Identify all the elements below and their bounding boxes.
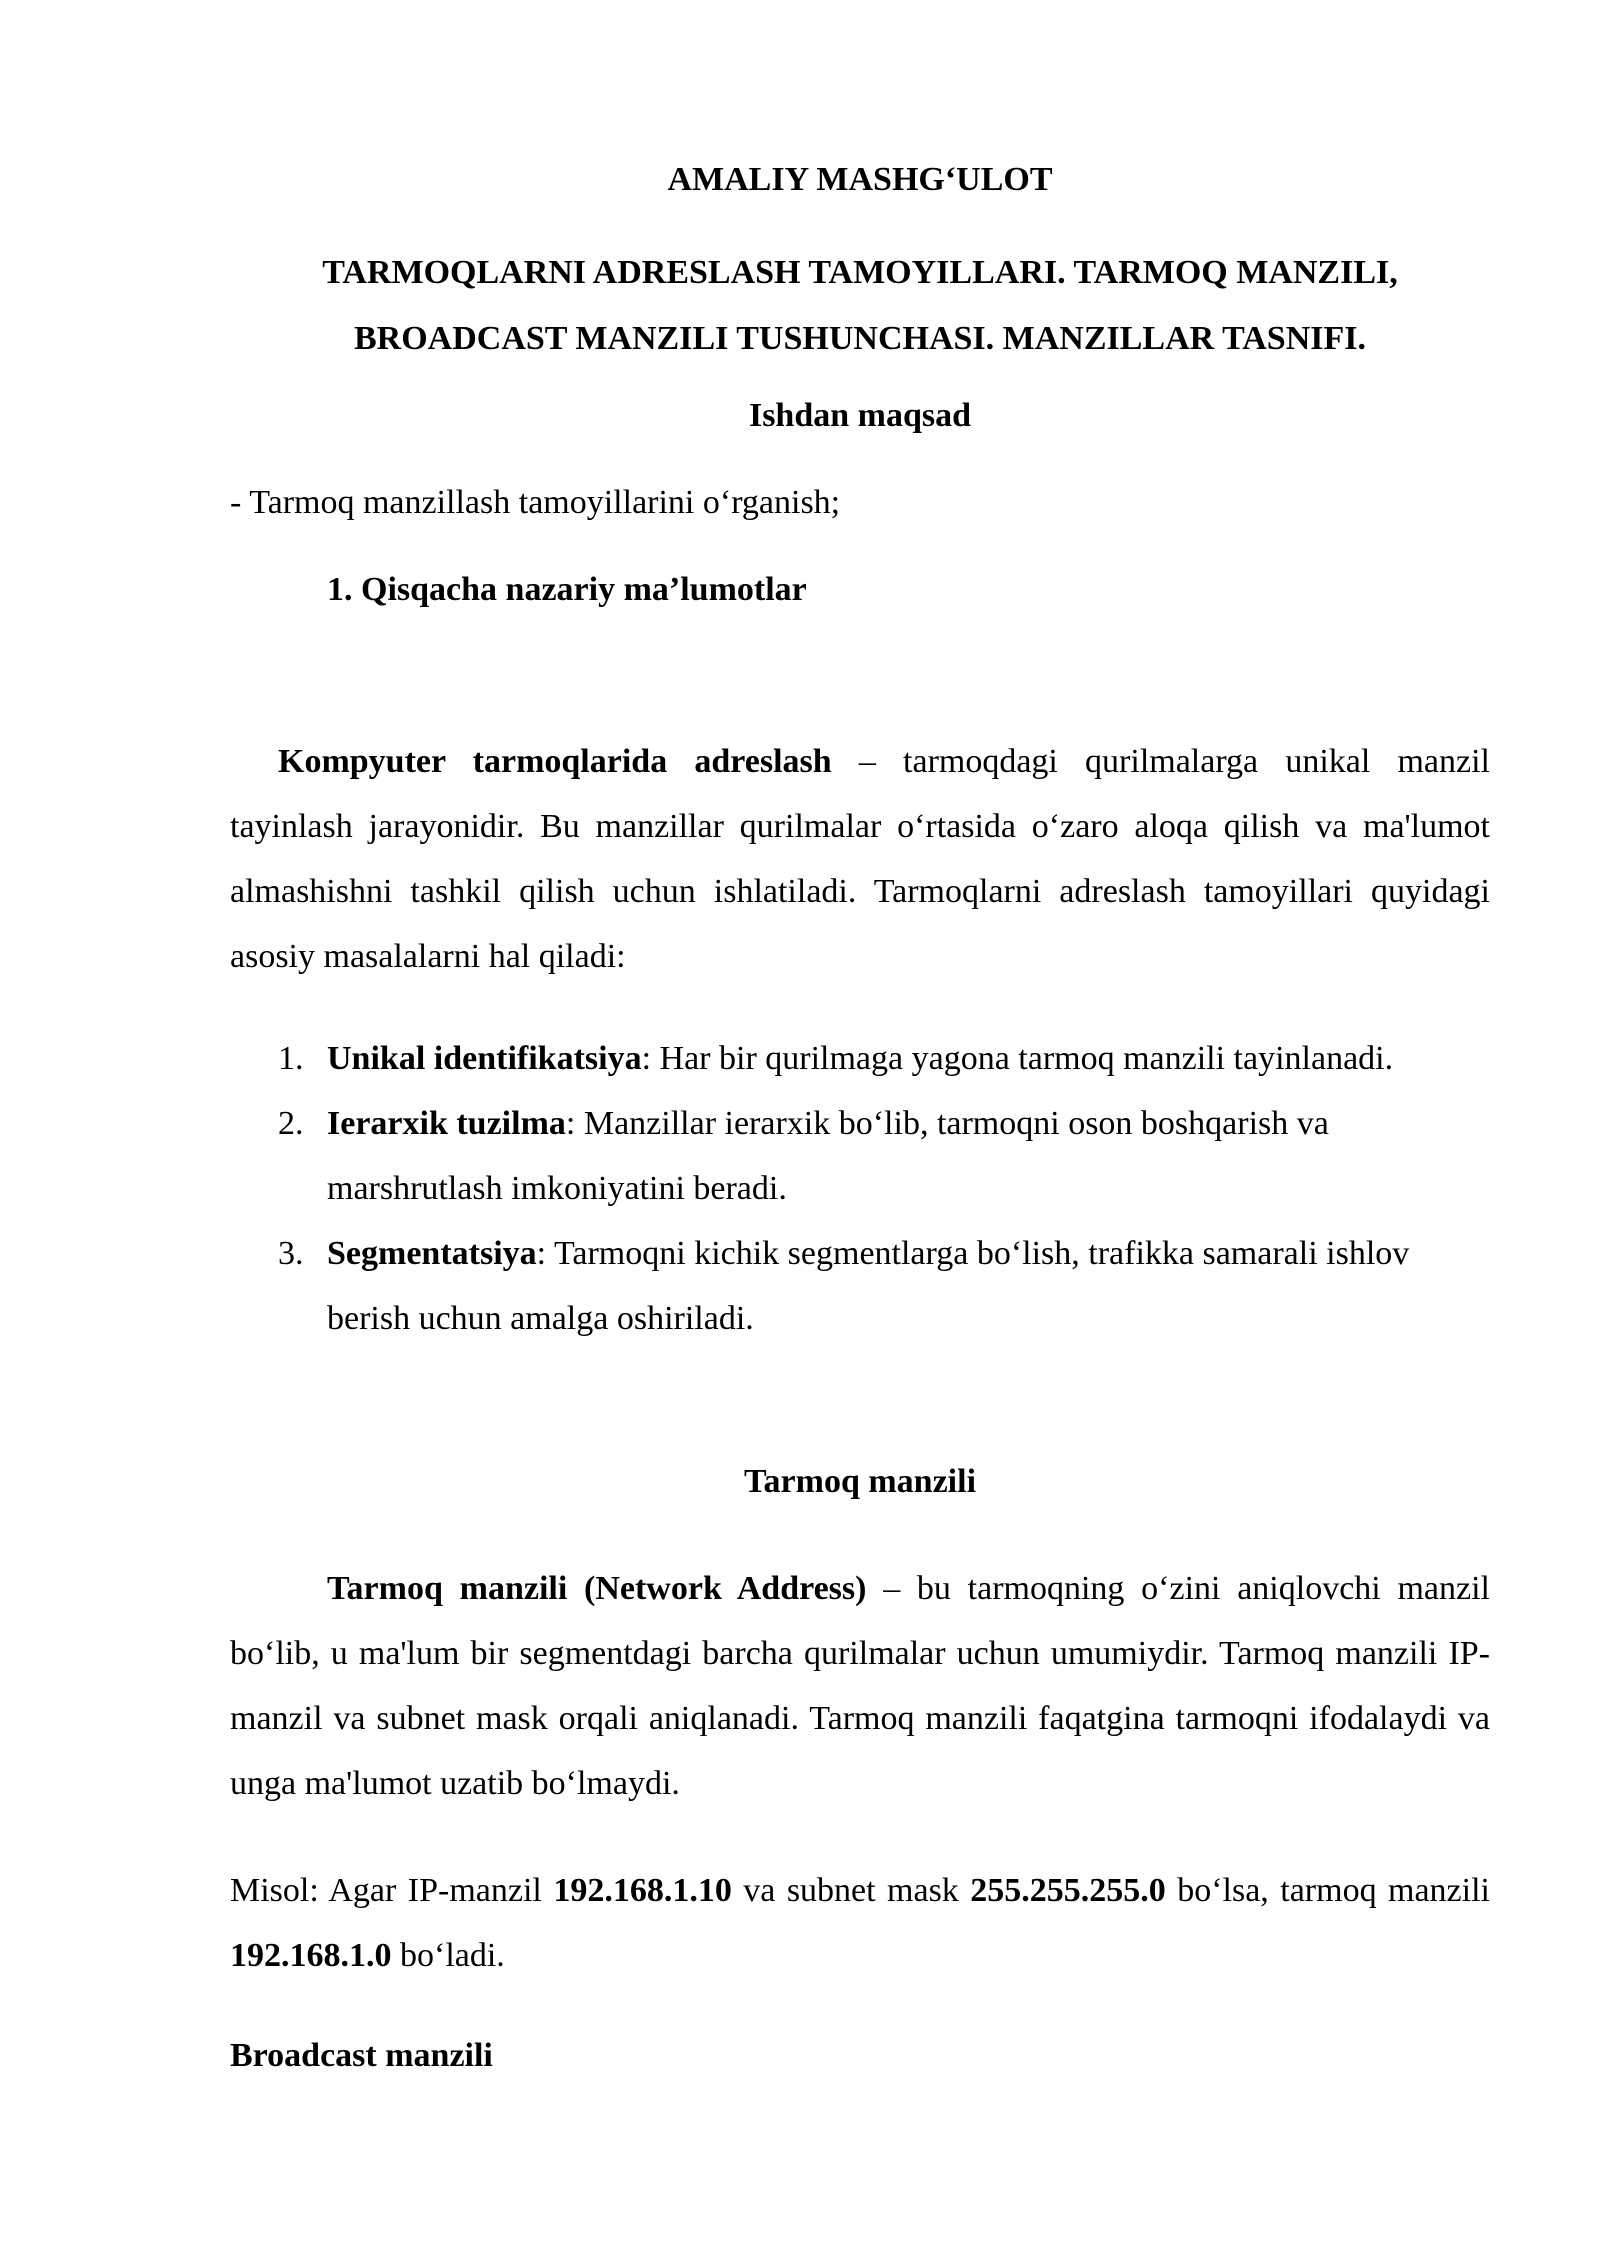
list-item xyxy=(230,1221,1417,1351)
example-mask: 255.255.255.0 xyxy=(970,1872,1166,1909)
goal-item: - Tarmoq manzillash tamoyillarini o‘rganish; xyxy=(230,484,841,521)
example-paragraph xyxy=(230,1858,1490,1988)
example-network: 192.168.1.0 xyxy=(230,1937,392,1974)
section-3-heading: Broadcast manzili xyxy=(230,2037,493,2074)
list-item-text: : Manzillar ierarxik bo‘lib, tarmoqni oson boshqarish va marshrutlash imkoniyatini beradi. xyxy=(327,1105,1329,1207)
section-1-heading: 1. Qisqacha nazariy ma’lumotlar xyxy=(327,571,807,608)
section-2-heading: Tarmoq manzili xyxy=(743,1463,977,1500)
list-item-term: Unikal identifikatsiya xyxy=(327,1040,642,1077)
document-title: AMALIY MASHG‘ULOT xyxy=(667,161,1053,198)
list-item xyxy=(230,1026,1417,1091)
intro-paragraph xyxy=(230,729,1490,989)
list-item-term: Segmentatsiya xyxy=(327,1235,537,1272)
network-address-text: – bu tarmoqning o‘zini aniqlovchi manzil bo‘lib, u ma'lum bir segmentdagi barcha qurilmalar uchun umumiydir. Tarmoq manzili IP-manzil va subnet mask orqali aniqlanadi. Tarmoq manzili faqatgina tarmoqni ifodalaydi va unga ma'lumot uzatib bo‘lmaydi. xyxy=(230,1570,1490,1802)
subtitle-line-2: BROADCAST MANZILI TUSHUNCHASI. MANZILLAR TASNIFI. xyxy=(353,320,1366,357)
principles-list xyxy=(230,1026,1490,1351)
list-item-number: 3. xyxy=(278,1235,304,1272)
list-item xyxy=(230,1091,1417,1221)
intro-term: Kompyuter tarmoqlarida adreslash xyxy=(278,743,832,780)
intro-text: – tarmoqdagi qurilmalarga unikal manzil tayinlash jarayonidir. Bu manzillar qurilmalar o‘rtasida o‘zaro aloqa qilish va ma'lumot almashishni tashkil qilish uchun ishlatiladi. Tarmoqlarni adreslash tamoyillari quyidagi asosiy masalalarni hal qiladi: xyxy=(230,743,1490,975)
subtitle-line-1: TARMOQLARNI ADRESLASH TAMOYILLARI. TARMOQ MANZILI, xyxy=(322,254,1398,291)
example-ip: 192.168.1.10 xyxy=(553,1872,732,1909)
network-address-paragraph xyxy=(230,1556,1490,1816)
example-mid2: bo‘lsa, tarmoq manzili xyxy=(1165,1872,1490,1909)
list-item-text: : Tarmoqni kichik segmentlarga bo‘lish, trafikka samarali ishlov berish uchun amalga oshiriladi. xyxy=(327,1235,1410,1337)
goal-heading: Ishdan maqsad xyxy=(748,397,972,434)
list-item-text: : Har bir qurilmaga yagona tarmoq manzili tayinlanadi. xyxy=(641,1040,1394,1077)
example-suffix: bo‘ladi. xyxy=(391,1937,505,1974)
example-mid: va subnet mask xyxy=(731,1872,971,1909)
example-prefix: Misol: Agar IP-manzil xyxy=(230,1872,554,1909)
list-item-number: 2. xyxy=(278,1105,304,1142)
list-item-number: 1. xyxy=(278,1040,304,1077)
document-subtitle xyxy=(230,240,1490,372)
list-item-term: Ierarxik tuzilma xyxy=(327,1105,566,1142)
network-address-term: Tarmoq manzili (Network Address) xyxy=(327,1570,867,1607)
